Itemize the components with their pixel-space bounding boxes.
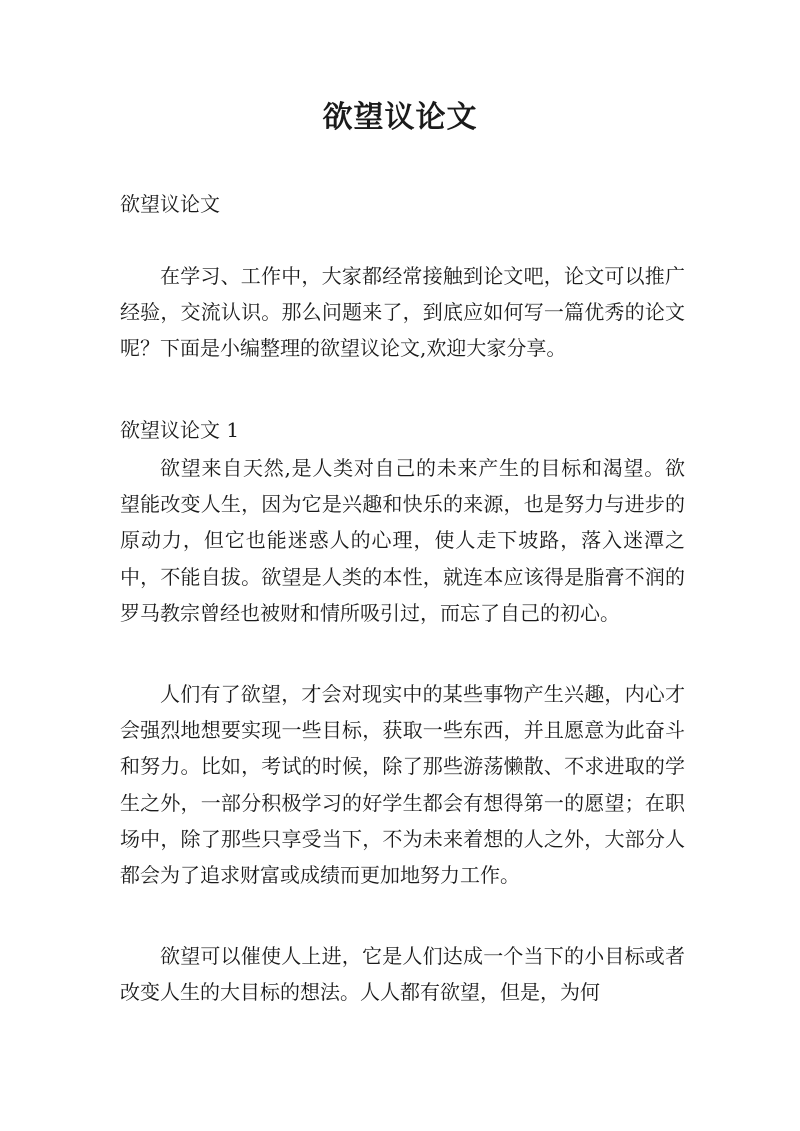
document-subtitle: 欲望议论文 xyxy=(120,192,220,216)
section-heading: 欲望议论文 1 xyxy=(120,418,240,442)
body-paragraph-3: 欲望可以催使人上进，它是人们达成一个当下的小目标或者改变人生的大目标的想法。人人都有欲望，但是，为何 xyxy=(120,944,685,1005)
body-paragraph-2: 人们有了欲望，才会对现实中的某些事物产生兴趣，内心才会强烈地想要实现一些目标，获取一些东西，并且愿意为此奋斗和努力。比如，考试的时候，除了那些游荡懒散、不求进取的学生之外，一部分积极学习的好学生都会有想得第一的愿望；在职场中，除了那些只享受当下，不为未来着想的人之外，大部分人都会为了追求财富或成绩而更加地努力工作。 xyxy=(120,682,685,888)
intro-paragraph: 在学习、工作中，大家都经常接触到论文吧，论文可以推广经验，交流认识。那么问题来了，到底应如何写一篇优秀的论文呢？下面是小编整理的欲望议论文,欢迎大家分享。 xyxy=(120,264,685,361)
body-paragraph-1: 欲望来自天然,是人类对自己的未来产生的目标和渴望。欲望能改变人生，因为它是兴趣和快乐的来源，也是努力与进步的原动力，但它也能迷惑人的心理，使人走下坡路，落入迷潭之中，不能自拔。欲望是人类的本性，就连本应该得是脂膏不润的罗马教宗曾经也被财和情所吸引过，而忘了自己的初心。 xyxy=(120,456,685,625)
document-title: 欲望议论文 xyxy=(322,100,478,135)
